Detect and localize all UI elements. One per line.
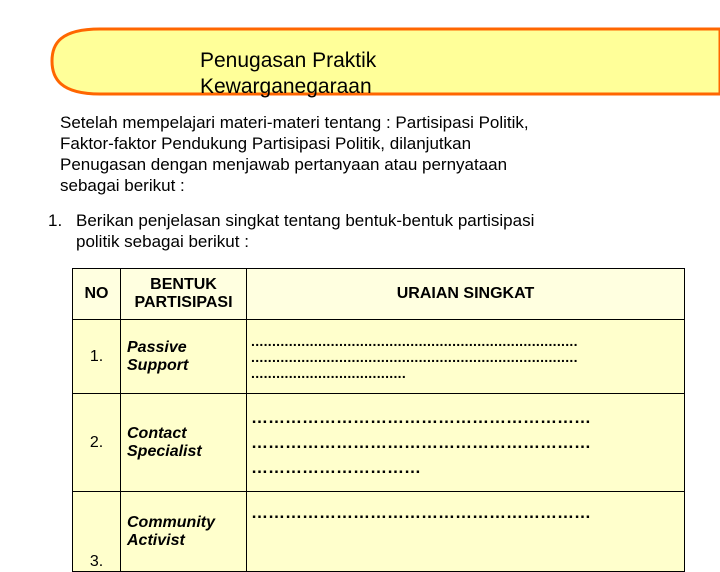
header-uraian: URAIAN SINGKAT: [247, 269, 685, 320]
header-bentuk-line-2: PARTISIPASI: [134, 294, 233, 311]
row-1-dotline-1: ..............................................................................: [251, 332, 578, 349]
page-title-line-2: Kewarganegaraan: [200, 75, 372, 98]
table-row: [73, 394, 685, 492]
participation-table: [72, 268, 685, 572]
question-line-2: politik sebagai berikut :: [76, 232, 249, 251]
row-3-answer-field[interactable]: [247, 492, 685, 572]
row-2-answer-field[interactable]: [247, 394, 685, 492]
page-title: [200, 48, 376, 100]
intro-line-3: Penugasan dengan menjawab pertanyaan atau pernyataan: [60, 155, 508, 174]
row-1-bentuk-line-1: Passive: [127, 338, 187, 356]
row-1-dotline-3: .....................................: [251, 364, 407, 381]
title-banner: [40, 20, 720, 102]
intro-paragraph: [60, 112, 700, 196]
row-2-dotline-2: ……………………………………………………: [251, 433, 591, 452]
row-1-no: 1.: [73, 320, 121, 394]
row-2-dotline-3: …………………………: [251, 458, 421, 477]
page-title-line-1: Penugasan Praktik: [200, 49, 377, 72]
row-1-bentuk-line-2: Support: [127, 356, 189, 374]
row-2-bentuk: [121, 394, 247, 492]
row-1-dotline-2: ..............................................................................: [251, 348, 578, 365]
row-1-bentuk: [121, 320, 247, 394]
row-2-bentuk-line-2: Specialist: [127, 442, 202, 460]
question-text: [76, 210, 706, 252]
header-bentuk: [121, 269, 247, 320]
row-3-dotline-1: ……………………………………………………: [251, 503, 591, 522]
header-no: NO: [73, 269, 121, 320]
intro-line-4: sebagai berikut :: [60, 176, 185, 195]
row-2-no: 2.: [73, 394, 121, 492]
intro-line-1: Setelah mempelajari materi-materi tentang : Partisipasi Politik,: [60, 113, 529, 132]
row-3-bentuk: [121, 492, 247, 572]
table-row: [73, 320, 685, 394]
table-row: [73, 492, 685, 572]
row-2-dotline-1: ……………………………………………………: [251, 408, 591, 427]
header-bentuk-line-1: BENTUK: [150, 276, 217, 293]
row-3-no: 3.: [73, 492, 121, 572]
row-2-bentuk-line-1: Contact: [127, 424, 187, 442]
question-line-1: Berikan penjelasan singkat tentang bentuk-bentuk partisipasi: [76, 211, 535, 230]
question-number: 1.: [48, 211, 63, 230]
intro-line-2: Faktor-faktor Pendukung Partisipasi Politik, dilanjutkan: [60, 134, 472, 153]
title-banner-shape: [52, 29, 720, 94]
row-3-bentuk-line-2: Activist: [127, 532, 185, 549]
row-1-answer-field[interactable]: [247, 320, 685, 394]
table-header-row: [73, 269, 685, 320]
row-3-bentuk-line-1: Community: [127, 514, 215, 531]
